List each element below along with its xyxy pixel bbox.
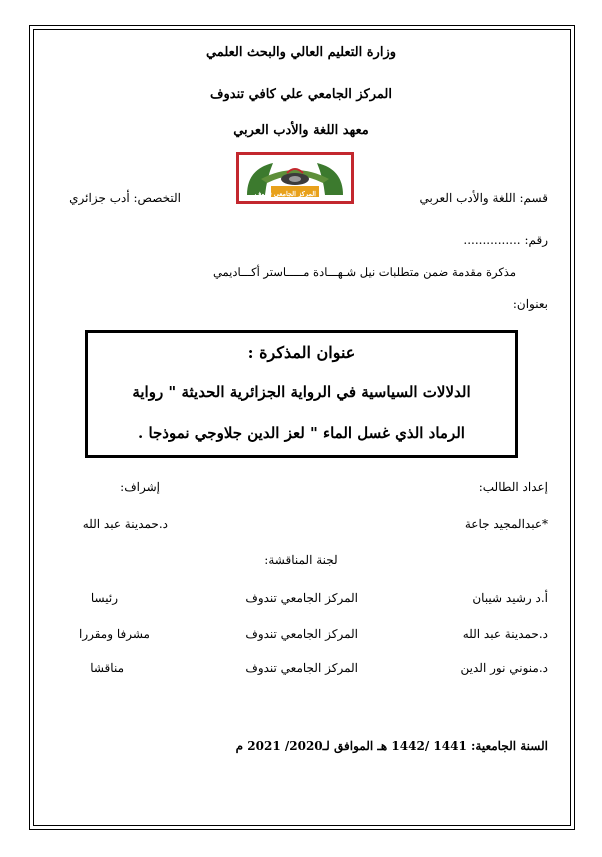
prepared-by-label: إعداد الطالب: bbox=[478, 480, 548, 494]
title-line-2: الرماد الذي غسل الماء " لعز الدين جلاوجي نموذجا . bbox=[138, 424, 465, 442]
supervisor-name: د.حمدينة عبد الله bbox=[82, 517, 168, 531]
title-intro-label: بعنوان: bbox=[512, 297, 548, 311]
university-logo bbox=[236, 152, 354, 204]
reference-number: رقم: ............... bbox=[463, 233, 548, 247]
ministry-line: وزارة التعليم العالي والبحث العلمي bbox=[205, 45, 397, 60]
title-heading: عنوان المذكرة : bbox=[247, 343, 356, 362]
committee-member-name: د.حمدينة عبد الله bbox=[462, 627, 548, 641]
committee-member-institution: المركز الجامعي تندوف bbox=[245, 661, 358, 675]
department-label: قسم: اللغة والأدب العربي bbox=[419, 191, 548, 205]
university-center-line: المركز الجامعي علي كافي تندوف bbox=[210, 87, 392, 102]
committee-title: لجنة المناقشة: bbox=[264, 553, 338, 567]
institute-line: معهد اللغة والأدب العربي bbox=[233, 123, 369, 138]
title-line-1: الدلالات السياسية في الرواية الجزائرية الحديثة " رواية bbox=[132, 383, 471, 401]
committee-member-role: مناقشا bbox=[90, 661, 124, 675]
title-box bbox=[85, 330, 518, 458]
committee-member-role: رئيسا bbox=[90, 591, 118, 605]
academic-year: السنة الجامعية: 1441 /1442 هـ الموافق لـ2020/ 2021 م bbox=[235, 739, 548, 753]
committee-member-role: مشرفا ومقررا bbox=[78, 627, 150, 641]
specialty-label: التخصص: أدب جزائري bbox=[69, 191, 181, 205]
student-name: *عبدالمجيد جاعة bbox=[464, 517, 548, 531]
committee-member-institution: المركز الجامعي تندوف bbox=[245, 627, 358, 641]
supervision-label: إشراف: bbox=[120, 480, 160, 494]
logo-caption: المركز الجامعي تندوف bbox=[254, 190, 316, 198]
committee-member-name: أ.د رشيد شيبان bbox=[472, 591, 548, 605]
committee-member-name: د.منوني نور الدين bbox=[460, 661, 548, 675]
memo-purpose-line: مذكرة مقدمة ضمن متطلبات نيل شـهـــادة مـــــاستر أكـــاديمي bbox=[212, 265, 516, 279]
committee-member-institution: المركز الجامعي تندوف bbox=[245, 591, 358, 605]
